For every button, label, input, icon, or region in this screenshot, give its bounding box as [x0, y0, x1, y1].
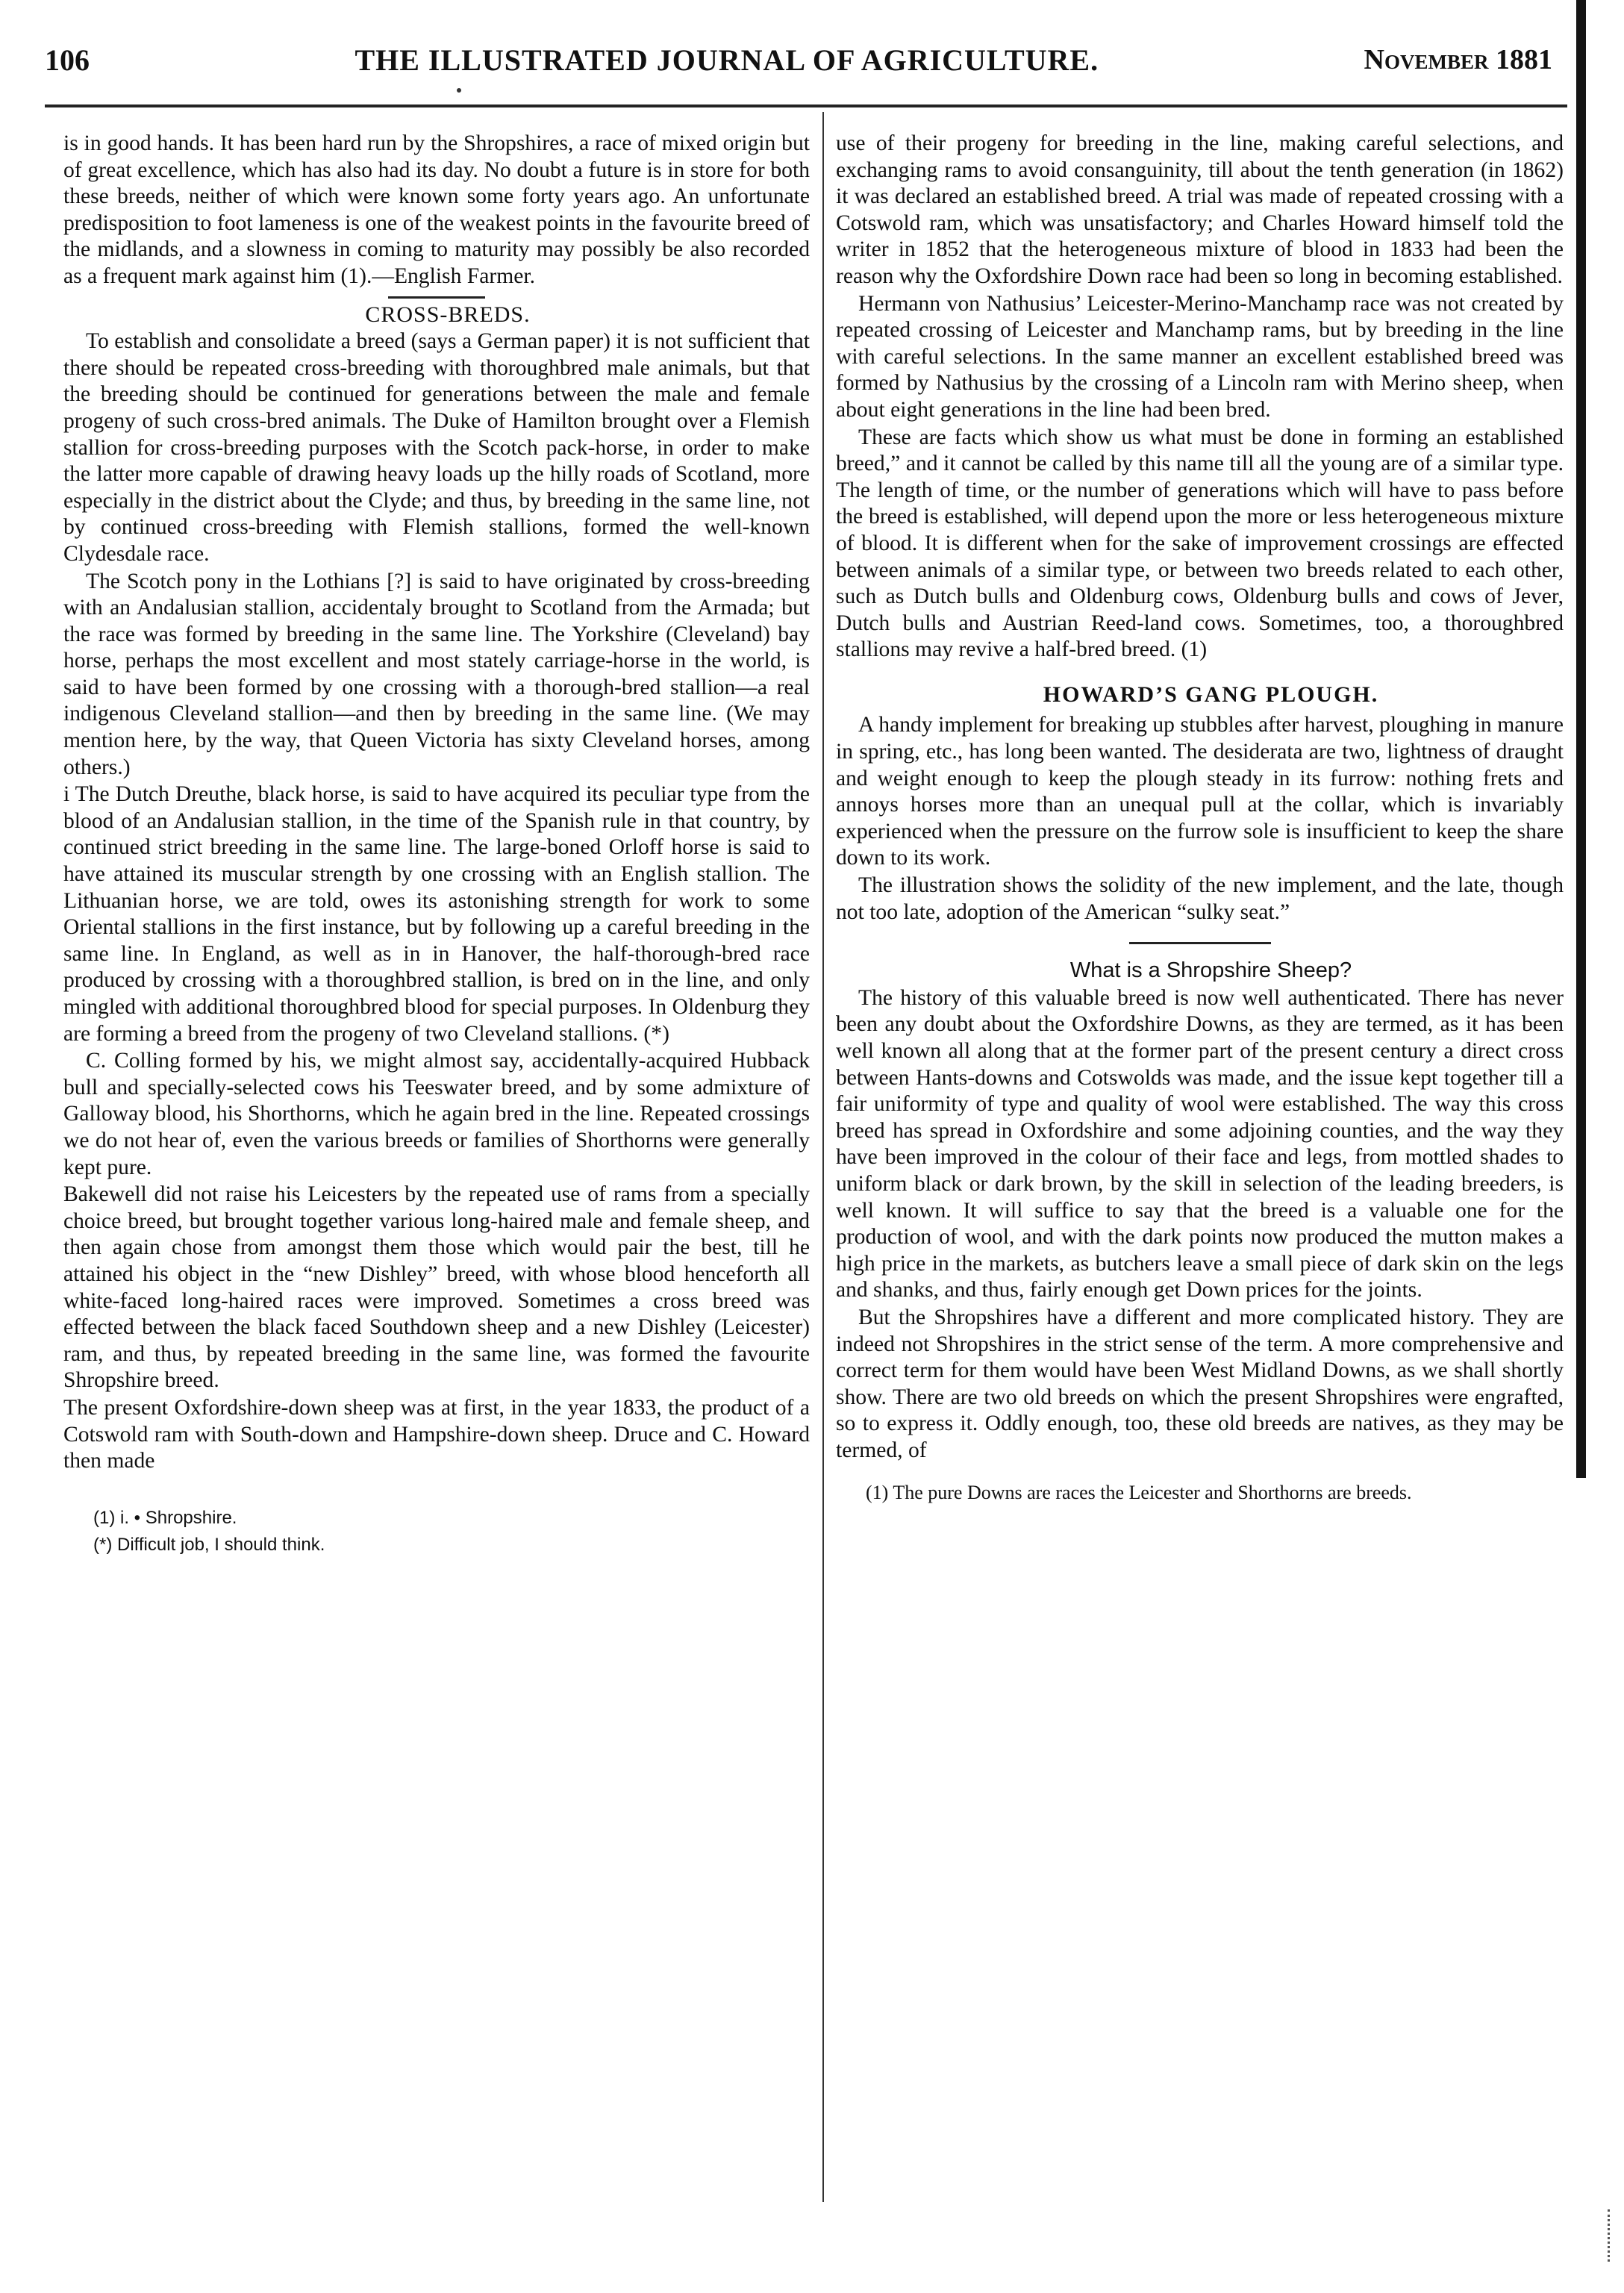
- article-paragraph: The history of this valuable breed is now well authenticated. There has never been any doubt about the Oxfordshire Downs, as they are termed, as it has been well known all along that at the former part of the present century a direct cross between Hants-downs and Cotswolds was made, and the issue kept together till a fair uniformity of type and quality of wool were established. The way this cross breed has spread in Oxfordshire and some adjoining counties, and the way they have been improved in the colour of their face and legs, from mottled shades to uniform black or dark brown, by the skill in selection of the leading breeders, is well known. It will suffice to say that the breed is a valuable one for the production of wool, and with the dark points now produced the mutton makes a high price in the markets, as butchers leave a small piece of dark skin on the legs and shanks, and thus, fairly enough get Down prices for the joints.: [836, 985, 1564, 1303]
- intro-paragraph: is in good hands. It has been hard run by the Shropshires, a race of mixed origin but of great excellence, which has also had its day. No doubt a future is in store for both these breeds, neither of which were known some forty years ago. An unfortunate predisposition to foot lameness is one of the weakest points in the favourite breed of the midlands, and a slowness in coming to maturity may possibly be also recorded as a frequent mark against him (1).—English Farmer.: [63, 131, 810, 288]
- article-paragraph: use of their progeny for breeding in the line, making careful selections, and exchanging rams to avoid consanguinity, till about the tenth generation (in 1862) it was declared an established breed. A trial was made of repeated crossing with a Cotswold ram, which was unsatisfactory; and Charles Howard himself told the writer in 1852 that the heterogeneous mixture of blood in 1833 had been the reason why the Oxfordshire Down race had been so long in becoming established.: [836, 131, 1564, 288]
- article-paragraph: i The Dutch Dreuthe, black horse, is said to have acquired its peculiar type from the blood of an Andalusian stallion, in the time of the Spanish rule in that country, by continued strict breeding in the same line. The large-boned Orloff horse is said to have attained its muscular strength by one crossing with an English stallion. The Lithuanian horse, we are told, owes its astonishing strength for work to some Oriental stallions in the first instance, but by following up a careful breeding in the same line. In England, as well as in in Hanover, the half-thorough-bred race produced by crossing with a thoroughbred stallion, is bred on in the line, and only mingled with additional thoroughbred blood for special purposes. In Oldenburg they are forming a breed from the progeny of two Cleveland stallions. (*): [63, 782, 810, 1046]
- left-footnotes: [63, 1505, 810, 1559]
- footnote: (*) Difficult job, I should think.: [93, 1534, 325, 1555]
- article-paragraph: Hermann von Nathusius’ Leicester-Merino-Manchamp race was not created by repeated crossing of Leicester and Manchamp rams, but by breeding in the line with careful selections. In the same manner an excellent established breed was formed by Nathusius by the crossing of a Lincoln ram with Merino sheep, when about eight generations in the line had been bred.: [836, 291, 1564, 422]
- article-paragraph: Bakewell did not raise his Leicesters by the repeated use of rams from a specially choice breed, but brought together various long-haired male and female sheep, and then again chose from amongst them those which would pair the best, till he attained his object in the “new Dishley” breed, with whose blood henceforth all white-faced long-haired races were improved. Sometimes a cross breed was effected between the black faced Southdown sheep and a new Dishley (Leicester) ram, and thus, by repeated breeding in the same line, was formed the favourite Shropshire breed.: [63, 1182, 810, 1393]
- section-title-shropshire-sheep: What is a Shropshire Sheep?: [1069, 958, 1352, 983]
- article-paragraph: But the Shropshires have a different and more complicated history. They are indeed not Shropshires in the strict sense of the term. A more comprehensive and correct term for them would have been West Midland Downs, as we shall shortly show. There are two old breeds on which the present Shropshires were engrafted, so to express it. Oddly enough, too, these old breeds are natives, as they may be termed, of: [836, 1305, 1564, 1462]
- issue-date: November 1881: [1364, 44, 1552, 75]
- footnote: (1) The pure Downs are races the Leicester and Shorthorns are breeds.: [866, 1481, 1412, 1503]
- page-edge-bar: [1576, 0, 1586, 1478]
- page-header: [45, 37, 1552, 82]
- journal-title: THE ILLUSTRATED JOURNAL OF AGRICULTURE.: [355, 43, 1099, 77]
- header-rule: [45, 104, 1567, 107]
- article-paragraph: C. Colling formed by his, we might almost say, accidentally-acquired Hubback bull and specially-selected cows his Teeswater breed, and by some admixture of Galloway blood, his Shorthorns, which he again bred in the line. Repeated crossings we do not hear of, even the various breeds or families of Shorthorns were generally kept pure.: [63, 1049, 810, 1179]
- column-divider: [822, 112, 824, 2202]
- left-column: [63, 131, 810, 1559]
- footnote: (1) i. • Shropshire.: [93, 1507, 237, 1528]
- article-paragraph: These are facts which show us what must be done in forming an established breed,” and it cannot be called by this name till all the young are of a similar type. The length of time, or the number of generations which will have to pass before the breed is established, will depend upon the more or less heterogeneous mixture of blood. It is different when for the sake of improvement crossings are effected between animals of a similar type, or between two breeds related to each other, such as Dutch bulls and Oldenburg cows, Oldenburg bulls and cows of Jever, Dutch bulls and Austrian Reed-land cows. Sometimes, too, a thoroughbred stallions may revive a half-bred breed. (1): [836, 425, 1564, 662]
- article-paragraph: A handy implement for breaking up stubbles after harvest, ploughing in manure in spring, etc., has long been wanted. The desiderata are two, lightness of draught and weight enough to keep the plough steady in its furrow: nothing frets and annoys horses more than an unequal pull at the collar, which is invariably experienced when the pressure on the furrow sole is insufficient to keep the share down to its work.: [836, 713, 1564, 870]
- page-number: 106: [45, 43, 90, 77]
- article-paragraph: The Scotch pony in the Lothians [?] is said to have originated by cross-breeding with an Andalusian stallion, accidentaly brought to Scotland from the Armada; but the race was formed by breeding in the same line. The Yorkshire (Cleveland) bay horse, perhaps the most excellent and most stately carriage-horse in the world, is said to have been formed by one crossing with a thorough-bred stallion—a real indigenous Cleveland stallion—and then by breeding in the same line. (We may mention here, by the way, that Queen Victoria has sixty Cleveland horses, among others.): [63, 569, 810, 779]
- section-title-gang-plough: HOWARD’S GANG PLOUGH.: [1043, 681, 1379, 707]
- header-dot: [457, 88, 461, 93]
- article-paragraph: To establish and consolidate a breed (says a German paper) it is not sufficient that there should be repeated cross-breeding with thoroughbred male animals, but that the breeding should be continued for generations between the male and female progeny of such cross-bred animals. The Duke of Hamilton brought over a Flemish stallion for cross-breeding purposes with the Scotch pack-horse, in order to make the latter more capable of drawing heavy loads up the hilly roads of Scotland, more especially in the district about the Clyde; and thus, by breeding in the same line, not by continued cross-breeding with Flemish stallions, formed the well-known Clydesdale race.: [63, 329, 810, 566]
- section-rule: [1129, 942, 1271, 944]
- right-footnotes: [836, 1481, 1564, 1505]
- article-paragraph: The present Oxfordshire-down sheep was at first, in the year 1833, the product of a Cotswold ram with South-down and Hampshire-down sheep. Druce and C. Howard then made: [63, 1395, 810, 1473]
- page-edge-marks: [1608, 2209, 1613, 2262]
- section-title-cross-breds: CROSS-BREDS.: [365, 302, 531, 327]
- right-column: [836, 131, 1564, 1505]
- article-paragraph: The illustration shows the solidity of the new implement, and the late, though not too late, adoption of the American “sulky seat.”: [836, 873, 1564, 924]
- section-rule: [388, 296, 485, 299]
